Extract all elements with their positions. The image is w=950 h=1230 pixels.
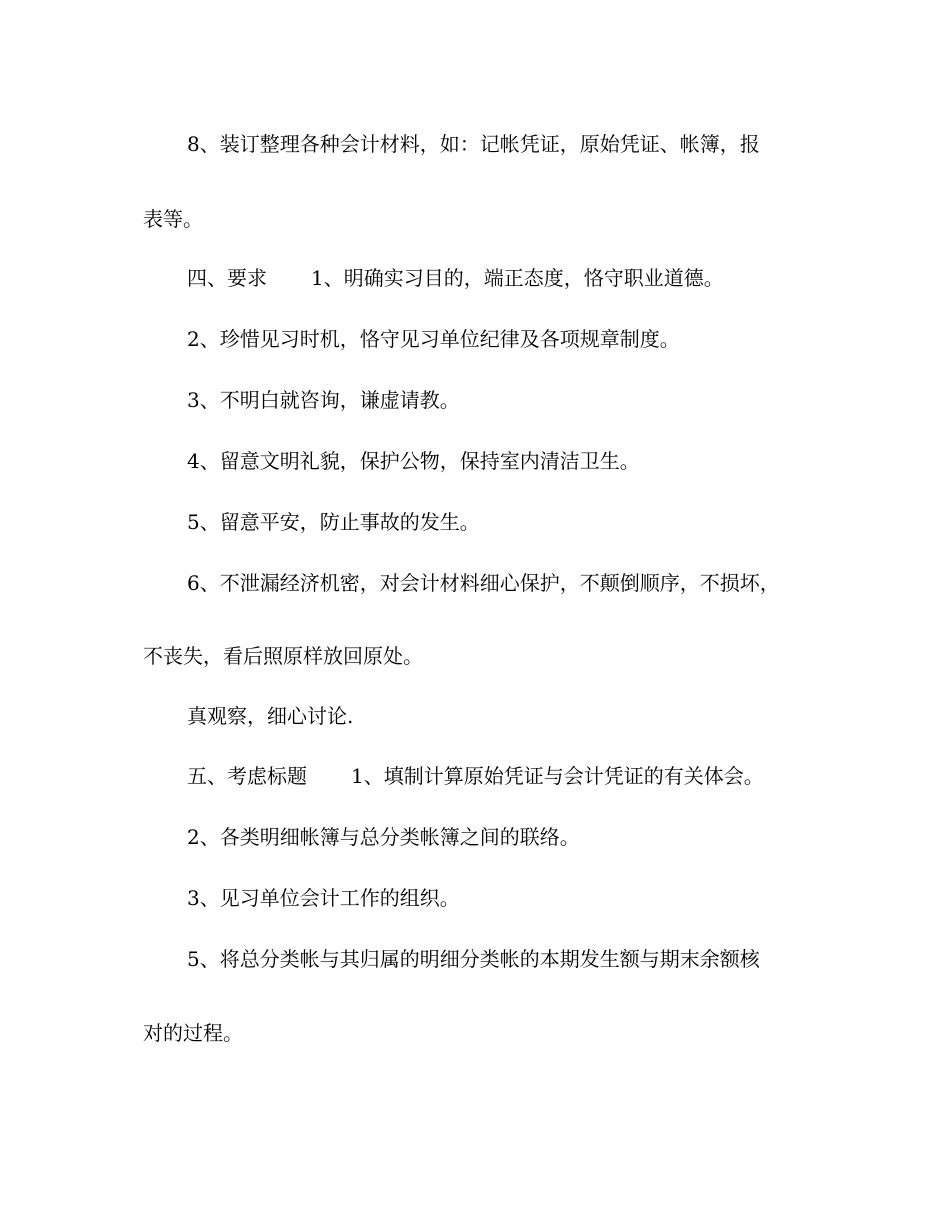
- section-4-item-5: 5、留意平安，防止事故的发生。: [187, 510, 480, 534]
- section-5-item-2: 2、各类明细帐簿与总分类帐簿之间的联络。: [187, 825, 580, 849]
- section-4-item-2: 2、珍惜见习时机，恪守见习单位纪律及各项规章制度。: [187, 327, 680, 351]
- section-4-heading: 四、要求: [187, 266, 267, 290]
- section-5-heading: 五、考虑标题: [187, 764, 307, 788]
- paragraph-item-8-line-2: 表等。: [143, 207, 203, 231]
- paragraph-item-8-line-1: 8、装订整理各种会计材料，如：记帐凭证，原始凭证、帐簿，报: [187, 132, 760, 156]
- section-5-item-5-line-2: 对的过程。: [143, 1021, 243, 1045]
- fragment-line: 真观察，细心讨论.: [187, 704, 354, 728]
- section-5-item-1: 1、填制计算原始凭证与会计凭证的有关体会。: [351, 764, 764, 788]
- section-5-item-3: 3、见习单位会计工作的组织。: [187, 886, 460, 910]
- section-5-line: [187, 764, 764, 788]
- section-4-item-3: 3、不明白就咨询，谦虚请教。: [187, 388, 460, 412]
- section-4-item-6-line-1: 6、不泄漏经济机密，对会计材料细心保护，不颠倒顺序，不损坏，: [187, 571, 780, 595]
- section-5-item-5-line-1: 5、将总分类帐与其归属的明细分类帐的本期发生额与期末余额核: [187, 947, 760, 971]
- section-4-item-4: 4、留意文明礼貌，保护公物，保持室内清洁卫生。: [187, 449, 640, 473]
- section-4-item-6-line-2: 不丧失，看后照原样放回原处。: [143, 644, 423, 668]
- section-4-line: [187, 266, 724, 290]
- section-4-item-1: 1、明确实习目的，端正态度，恪守职业道德。: [311, 266, 724, 290]
